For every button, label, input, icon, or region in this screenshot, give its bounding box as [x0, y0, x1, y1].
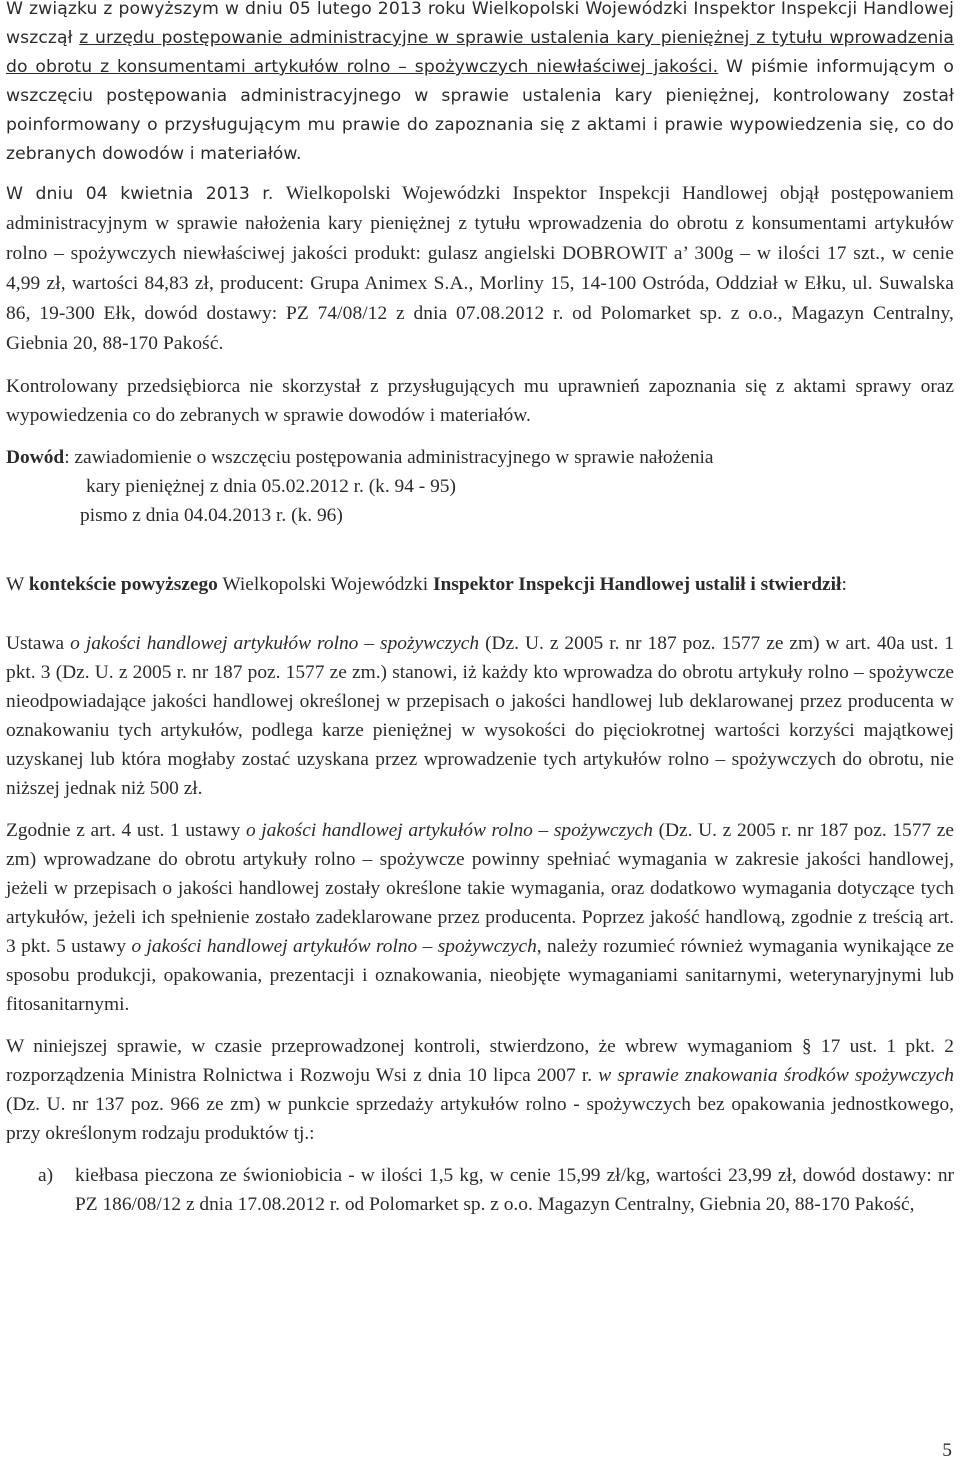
underlined-proceedings-text: z urzędu postępowanie administracyjne w sprawie ustalenia kary pieniężnej z tytułu wprowadzenia do obrotu z konsumentami artykułów rolno – spożywczych niewłaściwej jakości. — [6, 28, 955, 77]
paragraph-act-article-40a — [6, 629, 954, 803]
paragraph-initiation-text-start: W związku z powyższym w dniu 05 lutego 2013 roku Wielkopolski Wojewódzki Inspektor Inspekcji Handlowej wszczął — [6, 0, 954, 48]
heading-text-1: W — [6, 574, 29, 595]
paragraph-proceedings — [6, 179, 954, 359]
evidence-block — [6, 443, 954, 530]
paragraph-no-response: Kontrolowany przedsiębiorca nie skorzystał z przysługujących mu uprawnień zapoznania się z aktami sprawy oraz wypowiedzenia co do zebranych w sprawie dowodów i materiałów. — [6, 376, 954, 426]
heading-text-2: Wielkopolski Wojewódzki — [217, 574, 433, 595]
paragraph-initiation — [6, 0, 954, 169]
heading-bold-2: Inspektor Inspekcji Handlowej ustalił i stwierdził — [432, 574, 842, 595]
paragraph-initiation-text-end: W piśmie informującym o wszczęciu postępowania administracyjnego w sprawie ustalenia kary pieniężnej, kontrolowany został poinformowany o przysługującym mu prawie do zapoznania się z aktami i prawie wypowiedzenia się, co do zebranych dowodów i materiałów. — [6, 57, 954, 164]
evidence-line-1 — [6, 443, 954, 472]
art4-text-3: , należy rozumieć również wymagania wynikające ze sposobu produkcji, opakowania, prezentacji i oznakowania, nieobjęte wymaganiami sanitarnymi, weterynaryjnymi lub fitosanitarnymi. — [6, 936, 954, 1015]
document-page — [6, 0, 954, 1219]
evidence-label: Dowód — [6, 447, 65, 468]
heading-bold-1: kontekście powyższego — [28, 574, 218, 595]
list-item-marker: a) — [38, 1165, 54, 1186]
art4-act-title-italic-2: o jakości handlowej artykułów rolno – spożywczych — [131, 936, 537, 957]
paragraph-act-article-4 — [6, 816, 954, 1019]
art4-text-2: (Dz. U. z 2005 r. nr 187 poz. 1577 ze zm) wprowadzane do obrotu artykuły rolno – spożywcze powinny spełniać wymagania w zakresie jakości handlowej, jeżeli w przepisach o jakości handlowej zostały określone takie wymagania, oraz dodatkowo wymagania dotyczące tych artykułów, jeżeli ich spełnienie zostało zadeklarowane przez producenta. Poprzez jakość handlową, zgodnie z treścią art. 3 pkt. 5 ustawy — [6, 820, 954, 957]
paragraph-findings — [6, 1032, 954, 1148]
evidence-line-2: kary pieniężnej z dnia 05.02.2012 r. (k. 94 - 95) — [86, 476, 456, 497]
proceedings-date: W dniu 04 kwietnia 2013 r. — [6, 184, 286, 204]
list-item-a — [6, 1161, 954, 1219]
findings-regulation-italic: w sprawie znakowania środków spożywczych — [598, 1065, 954, 1086]
section-heading — [6, 570, 954, 599]
act-title-italic: o jakości handlowej artykułów rolno – spożywczych — [70, 633, 480, 654]
page-number: 5 — [942, 1440, 952, 1461]
act-text-1: Ustawa — [6, 633, 71, 654]
findings-text-2: (Dz. U. nr 137 poz. 966 ze zm) w punkcie sprzedaży artykułów rolno - spożywczych bez opakowania jednostkowego, przy określonym rodzaju produktów tj.: — [6, 1094, 954, 1144]
proceedings-text: Wielkopolski Wojewódzki Inspektor Inspekcji Handlowej objął postępowaniem administracyjnym w sprawie nałożenia kary pieniężnej z tytułu wprowadzenia do obrotu z konsumentami artykułów rolno – spożywczych niewłaściwej jakości produkt: gulasz angielski DOBROWIT a’ 300g – w ilości 17 szt., w cenie 4,99 zł, wartości 84,83 zł, producent: Grupa Animex S.A., Morliny 15, 14-100 Ostróda, Oddział w Ełku, ul. Suwalska 86, 19-300 Ełk, dowód dostawy: PZ 74/08/12 z dnia 07.08.2012 r. od Polomarket sp. z o.o., Magazyn Centralny, Giebnia 20, 88-170 Pakość. — [6, 183, 954, 354]
heading-text-3: : — [841, 574, 847, 595]
art4-text-1: Zgodnie z art. 4 ust. 1 ustawy — [6, 820, 246, 841]
findings-text-1: W niniejszej sprawie, w czasie przeprowadzonej kontroli, stwierdzono, że wbrew wymaganiom § 17 ust. 1 pkt. 2 rozporządzenia Ministra Rolnictwa i Rozwoju Wsi z dnia 10 lipca 2007 r. — [6, 1036, 954, 1086]
evidence-line-1-text: : zawiadomienie o wszczęciu postępowania administracyjnego w sprawie nałożenia — [64, 447, 714, 468]
evidence-line-3: pismo z dnia 04.04.2013 r. (k. 96) — [80, 505, 343, 526]
list-item-text: kiełbasa pieczona ze świoniobicia - w ilości 1,5 kg, w cenie 15,99 zł/kg, wartości 23,99 zł, dowód dostawy: nr PZ 186/08/12 z dnia 17.08.2012 r. od Polomarket sp. z o.o. Magazyn Centralny, Giebnia 20, 88-170 Pakość, — [75, 1165, 954, 1215]
act-text-2: (Dz. U. z 2005 r. nr 187 poz. 1577 ze zm) w art. 40a ust. 1 pkt. 3 (Dz. U. z 2005 r. nr 187 poz. 1577 ze zm.) stanowi, iż każdy kto wprowadza do obrotu artykuły rolno – spożywcze nieodpowiadające jakości handlowej określonej w przepisach o jakości handlowej lub deklarowanej przez producenta w oznakowaniu tych artykułów, podlega karze pieniężnej w wysokości do pięciokrotnej wartości korzyści majątkowej uzyskanej lub która mogłaby zostać uzyskana przez wprowadzenie tych artykułów rolno – spożywczych do obrotu, nie niższej jednak niż 500 zł. — [6, 633, 954, 799]
art4-act-title-italic-1: o jakości handlowej artykułów rolno – spożywczych — [245, 820, 653, 841]
